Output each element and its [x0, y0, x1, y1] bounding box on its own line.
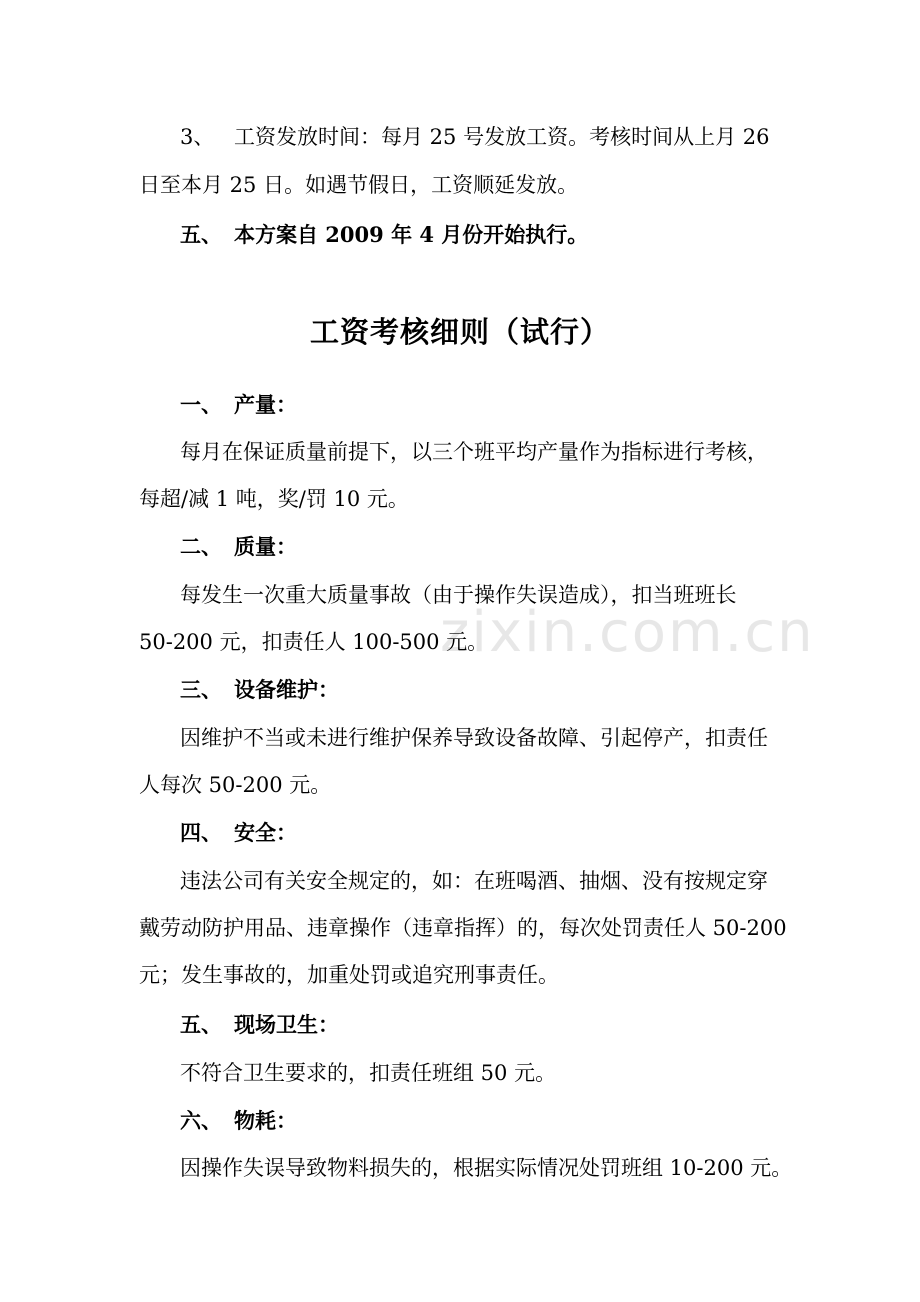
paragraph-text: 工资发放时间：每月 25 号发放工资。考核时间从上月 26 — [234, 125, 770, 149]
section-heading — [0, 675, 920, 705]
section-number: 五、 — [180, 1012, 222, 1037]
paragraph-line: 因维护不当或未进行维护保养导致设备故障、引起停产，扣责任 — [180, 726, 768, 750]
section-heading-text: 物耗： — [234, 1108, 297, 1133]
document-title: 工资考核细则（试行） — [309, 315, 610, 349]
section-heading — [0, 818, 920, 848]
watermark: zixin.com.cn — [440, 600, 815, 665]
paragraph-text: 本方案自 2009 年 4 月份开始执行。 — [234, 222, 589, 247]
section-heading — [0, 390, 920, 420]
paragraph-line: 因操作失误导致物料损失的，根据实际情况处罚班组 10-200 元。 — [180, 1156, 793, 1180]
section-heading-text: 现场卫生： — [234, 1012, 339, 1037]
section-heading — [0, 1010, 920, 1040]
section-heading — [0, 532, 920, 562]
paragraph-line: 元；发生事故的，加重处罚或追究刑事责任。 — [139, 963, 559, 987]
paragraph-item-3 — [0, 122, 920, 152]
section-number: 三、 — [180, 677, 222, 702]
paragraph-line: 每发生一次重大质量事故（由于操作失误造成），扣当班班长 — [180, 583, 737, 607]
paragraph-line: 每月在保证质量前提下，以三个班平均产量作为指标进行考核， — [180, 440, 768, 464]
section-heading-text: 产量： — [234, 392, 297, 417]
section-number: 一、 — [180, 392, 222, 417]
paragraph-line: 不符合卫生要求的，扣责任班组 50 元。 — [180, 1061, 557, 1085]
paragraph-line: 违法公司有关安全规定的，如：在班喝酒、抽烟、没有按规定穿 — [180, 869, 768, 893]
section-heading-text: 质量： — [234, 534, 297, 559]
paragraph-line: 50-200 元，扣责任人 100-500 元。 — [139, 630, 489, 654]
paragraph-line: 人每次 50-200 元。 — [139, 773, 332, 797]
paragraph-item-5 — [0, 220, 920, 250]
section-number: 六、 — [180, 1108, 222, 1133]
section-heading — [0, 1106, 920, 1136]
paragraph-line: 每超/减 1 吨，奖/罚 10 元。 — [139, 487, 409, 511]
section-heading-text: 安全： — [234, 820, 297, 845]
paragraph-line: 戴劳动防护用品、违章操作（违章指挥）的，每次处罚责任人 50-200 — [139, 916, 787, 940]
paragraph-continuation: 日至本月 25 日。如遇节假日，工资顺延发放。 — [139, 173, 579, 197]
item-number: 3、 — [180, 125, 215, 149]
section-heading-text: 设备维护： — [234, 677, 339, 702]
item-number: 五、 — [180, 222, 222, 247]
section-number: 二、 — [180, 534, 222, 559]
section-number: 四、 — [180, 820, 222, 845]
